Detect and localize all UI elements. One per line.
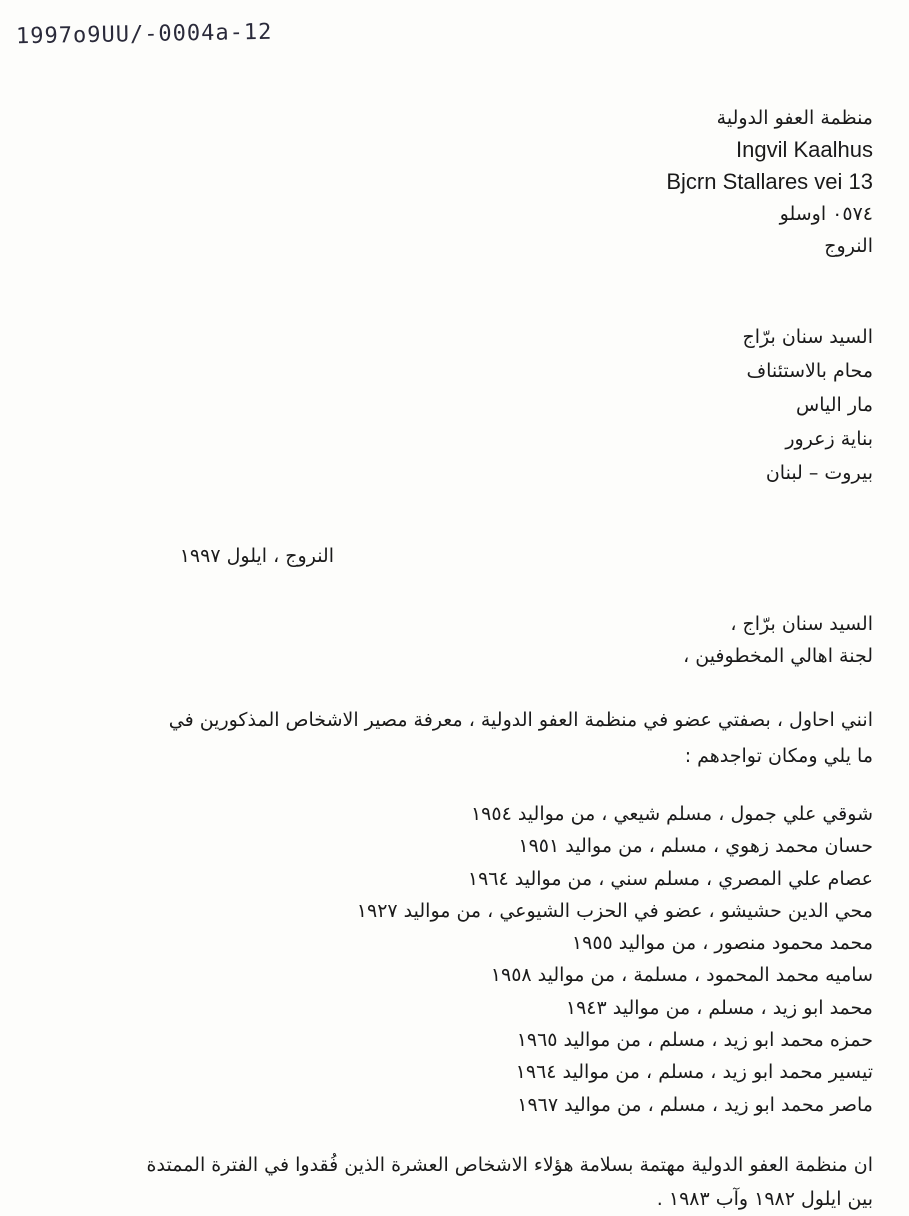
recipient-title: محام بالاستئناف (746, 360, 873, 382)
sender-address-block (473, 102, 873, 262)
list-item: حسان محمد زهوي ، مسلم ، من مواليد ١٩٥١ (518, 835, 873, 858)
recipient-address-block (473, 320, 873, 490)
list-item: شوقي علي جمول ، مسلم شيعي ، من مواليد ١٩٥٤ (470, 803, 873, 825)
salutation-line: لجنة اهالي المخطوفين ، (683, 645, 873, 667)
list-item: ساميه محمد المحمود ، مسلمة ، من مواليد ١٩٥٨ (490, 964, 873, 987)
salutation (373, 608, 873, 672)
sender-name: Ingvil Kaalhus (736, 137, 873, 162)
recipient-name: السيد سنان برّاج (742, 326, 873, 348)
list-item: ماصر محمد ابو زيد ، مسلم ، من مواليد ١٩٦٧ (517, 1093, 873, 1116)
recipient-area: مار الياس (796, 394, 873, 416)
intro-paragraph (33, 702, 873, 774)
paragraph-line: بين ايلول ١٩٨٢ وآب ١٩٨٣ . (656, 1188, 873, 1210)
sender-city: ٠٥٧٤ اوسلو (779, 203, 873, 225)
closing-paragraph (33, 1148, 873, 1216)
missing-persons-list (173, 798, 873, 1121)
list-item: تيسير محمد ابو زيد ، مسلم ، من مواليد ١٩٦٤ (515, 1061, 873, 1084)
document-reference-number: 1997o9UU/-0004a-12 (15, 19, 273, 50)
list-item: محي الدين حشيشو ، عضو في الحزب الشيوعي ، من مواليد ١٩٢٧ (356, 899, 873, 922)
letter-date: النروج ، ايلول ١٩٩٧ (179, 545, 334, 567)
recipient-building: بناية زعرور (785, 428, 873, 450)
sender-street: Bjcrn Stallares vei 13 (666, 169, 873, 194)
paragraph-line: ان منظمة العفو الدولية مهتمة بسلامة هؤلاء الاشخاص العشرة الذين فُقدوا في الفترة الممتدة (146, 1154, 873, 1176)
salutation-line: السيد سنان برّاج ، (730, 613, 873, 635)
list-item: محمد محمود منصور ، من مواليد ١٩٥٥ (571, 932, 873, 955)
sender-country: النروج (824, 235, 873, 257)
sender-organization: منظمة العفو الدولية (716, 107, 873, 129)
paragraph-line: انني احاول ، بصفتي عضو في منظمة العفو الدولية ، معرفة مصير الاشخاص المذكورين في (168, 709, 873, 731)
list-item: عصام علي المصري ، مسلم سني ، من مواليد ١٩٦٤ (467, 867, 873, 890)
recipient-city: بيروت – لبنان (765, 462, 873, 484)
list-item: حمزه محمد ابو زيد ، مسلم ، من مواليد ١٩٦٥ (516, 1029, 873, 1052)
paragraph-line: ما يلي ومكان تواجدهم : (684, 745, 873, 767)
list-item: محمد ابو زيد ، مسلم ، من مواليد ١٩٤٣ (565, 996, 873, 1019)
